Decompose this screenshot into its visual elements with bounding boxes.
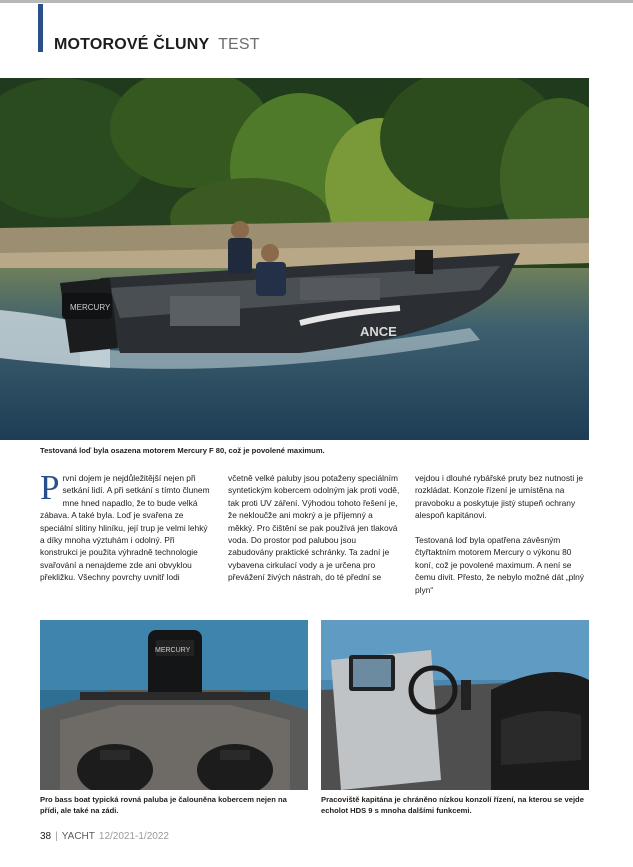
- deck-caption: Pro bass boat typická rovná paluba je čalouněna kobercem nejen na přídi, ale také na zádi.: [40, 795, 287, 815]
- section-subtitle: TEST: [218, 36, 260, 53]
- page-number: 38: [40, 831, 52, 842]
- hero-hull-text: ANCE: [360, 324, 397, 339]
- hero-caption: Testovaná loď byla osazena motorem Mercury F 80, což je povolené maximum.: [40, 446, 325, 455]
- section-header: [54, 36, 260, 54]
- article-text-col2: včetně velké paluby jsou potaženy speciálním syntetickým kobercem odolným jak proti vodě, tak proti UV záření. Výhodou tohoto řešení je, že nekloučže ani mokrý a je příjemný a měkký. Pro čištění se pak používá jen tlaková voda. Do prostor pod palubou jsou zabudovány praktické schránky. Ta zadní je vybavena cirkulací vody a je určena pro převážení živých nástrah, do té přední se: [228, 473, 400, 583]
- article-text-col3-p2: Testovaná loď byla opatřena závěsným čtyřtaktním motorem Mercury o výkonu 80 koní, což je povolené maximum. A není se čemu divit. Přesto, že nebylo možné dát „plný plyn“: [415, 535, 584, 595]
- top-rule: [0, 0, 633, 3]
- helm-illustration: [321, 620, 589, 790]
- dropcap: P: [40, 468, 60, 507]
- helm-photo: [321, 620, 589, 790]
- helm-caption: Pracoviště kapitána je chráněno nízkou konzolí řízení, na kterou se vejde echolot HDS 9 s mnoha dalšími funkcemi.: [321, 795, 584, 815]
- page-footer: [40, 831, 169, 842]
- deck-photo: [40, 620, 308, 790]
- footer-separator: |: [55, 831, 58, 842]
- article-column-1: [40, 468, 212, 584]
- magazine-name: YACHT: [61, 831, 95, 842]
- issue-number: 12/2021-1/2022: [98, 831, 169, 842]
- article-text-col3-p1: vejdou i dlouhé rybářské pruty bez nutnosti je rozkládat. Konzole řízení je umístěna na pravoboku a poskytuje jistý stupeň ochrany alespoň kapitánovi.: [415, 473, 584, 521]
- hero-photo: [0, 78, 589, 440]
- article-column-2: [228, 472, 400, 584]
- hero-motor-brand: MERCURY: [70, 303, 111, 312]
- deck-illustration: [40, 620, 308, 790]
- deck-motor-brand: MERCURY: [155, 647, 191, 654]
- section-accent-bar: [38, 4, 43, 52]
- section-title: MOTOROVÉ ČLUNY: [54, 36, 210, 53]
- article-text-col1: rvní dojem je nejdůležitější nejen při setkání lidí. A při setkání s tímto člunem mne hned napadlo, že to bude velká zábava. A také byla. Loď je svařena ze speciální slitiny hliníku, její trup je velmi lehký a díky mnoha výztuhám i odolný. Při konstrukci je použita výhradně technologie svařování a nenajdeme zde ani obvyklou překližku. Všechny povrchy uvnitř lodi: [40, 473, 210, 583]
- hero-boat-illustration: [0, 78, 589, 440]
- article-column-3: [415, 472, 587, 596]
